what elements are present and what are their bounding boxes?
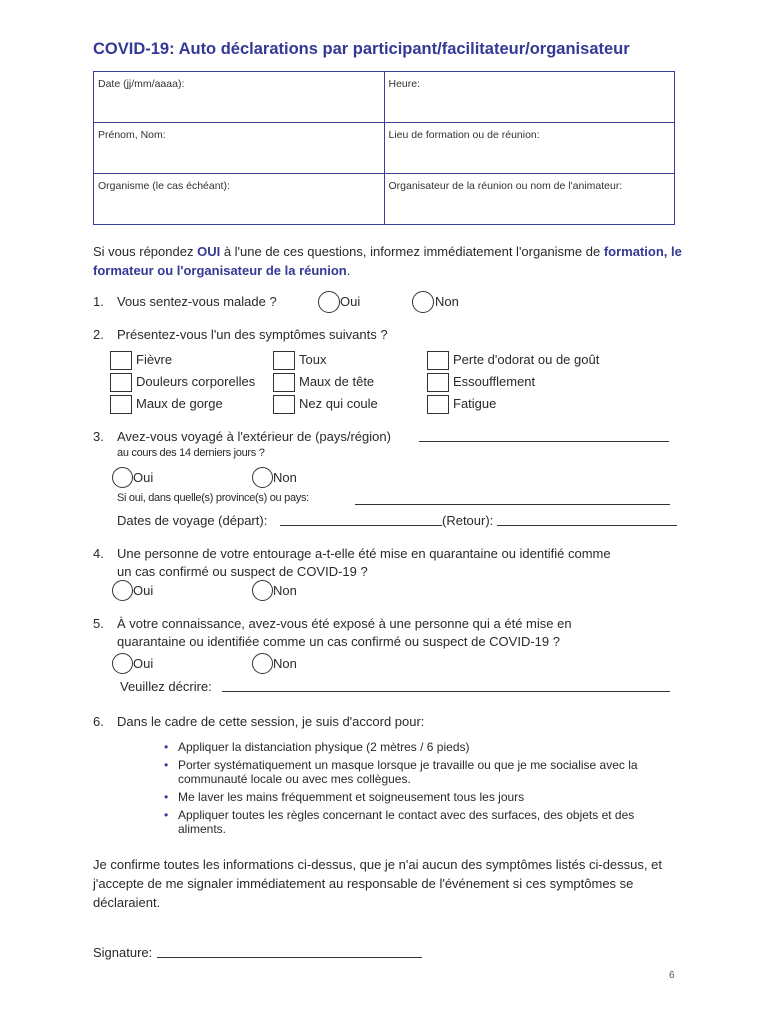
signature-label: Signature: <box>93 945 153 960</box>
date-label: Date (jj/mm/aaaa): <box>98 78 185 90</box>
signature-line[interactable] <box>157 957 422 958</box>
lieu-field[interactable] <box>384 123 675 174</box>
q3-depart-line[interactable] <box>280 525 442 526</box>
heure-label: Heure: <box>388 78 421 90</box>
q3-number: 3. <box>93 429 104 444</box>
q3-sub: au cours des 14 derniers jours ? <box>117 447 265 459</box>
organisateur-field[interactable] <box>384 174 675 225</box>
date-field[interactable] <box>94 72 385 123</box>
gorge-checkbox[interactable] <box>110 395 132 414</box>
q1-oui-label: Oui <box>340 294 361 309</box>
confirmation-text: Je confirme toutes les informations ci-dessus, que je n'ai aucun des symptômes listés ci-dessus, et j'accepte de me signaler immédiatement au responsable de l'événement si ces symptômes se déclaraient. <box>93 857 662 910</box>
q4-non-label: Non <box>273 583 297 598</box>
intro-bold: formation, le formateur ou l'organisateur de la réunion <box>93 244 682 278</box>
q6-bullet: • Appliquer toutes les règles concernant le contact avec des surfaces, des objets et des aliments. <box>164 808 682 836</box>
q5-non-radio[interactable] <box>252 653 273 674</box>
nez-label: Nez qui coule <box>299 396 378 411</box>
q1-non-radio[interactable] <box>412 291 434 313</box>
page-title: COVID-19: Auto déclarations par participant/facilitateur/organisateur <box>93 40 630 58</box>
q6-bullet: • Porter systématiquement un masque lorsque je travaille ou que je me socialise avec la communauté locale ou avec mes collègues. <box>164 758 682 786</box>
odorat-checkbox[interactable] <box>427 351 449 370</box>
q6-bullet-list <box>164 740 682 840</box>
q1-non-label: Non <box>435 294 459 309</box>
q5-line2: quarantaine ou identifiée comme un cas confirmé ou suspect de COVID-19 ? <box>117 634 560 649</box>
douleurs-checkbox[interactable] <box>110 373 132 392</box>
q4-line2: un cas confirmé ou suspect de COVID-19 ? <box>117 564 368 579</box>
odorat-label: Perte d'odorat ou de goût <box>453 352 600 367</box>
intro-oui: OUI <box>197 244 221 259</box>
intro-text <box>93 242 683 280</box>
nez-checkbox[interactable] <box>273 395 295 414</box>
q6-bullet: • Me laver les mains fréquemment et soigneusement tous les jours <box>164 790 682 804</box>
q4-number: 4. <box>93 546 104 561</box>
q5-oui-label: Oui <box>133 656 154 671</box>
q3-non-radio[interactable] <box>252 467 273 488</box>
name-label: Prénom, Nom: <box>98 129 166 141</box>
fievre-label: Fièvre <box>136 352 173 367</box>
fatigue-label: Fatigue <box>453 396 497 411</box>
organisme-label: Organisme (le cas échéant): <box>98 180 230 192</box>
q1-text: Vous sentez-vous malade ? <box>117 294 277 309</box>
q3-oui-radio[interactable] <box>112 467 133 488</box>
heure-field[interactable] <box>384 72 675 123</box>
q3-retour-line[interactable] <box>497 525 677 526</box>
q5-decrire-line[interactable] <box>222 691 670 692</box>
intro-part1: Si vous répondez <box>93 244 198 259</box>
q6-text: Dans le cadre de cette session, je suis d'accord pour: <box>117 714 425 729</box>
intro-end: . <box>346 263 351 278</box>
toux-label: Toux <box>299 352 327 367</box>
q1-number: 1. <box>93 294 104 309</box>
toux-checkbox[interactable] <box>273 351 295 370</box>
q3-text: Avez-vous voyagé à l'extérieur de (pays/région) <box>117 429 391 444</box>
fatigue-checkbox[interactable] <box>427 395 449 414</box>
lieu-label: Lieu de formation ou de réunion: <box>388 129 540 141</box>
q5-number: 5. <box>93 616 104 631</box>
q4-oui-radio[interactable] <box>112 580 133 601</box>
essoufflement-checkbox[interactable] <box>427 373 449 392</box>
q3-oui-label: Oui <box>133 470 154 485</box>
q4-oui-label: Oui <box>133 583 154 598</box>
q2-text: Présentez-vous l'un des symptômes suivants ? <box>117 327 388 342</box>
q6-bullet: • Appliquer la distanciation physique (2 mètres / 6 pieds) <box>164 740 682 754</box>
tete-label: Maux de tête <box>299 374 375 389</box>
name-field[interactable] <box>94 123 385 174</box>
essoufflement-label: Essoufflement <box>453 374 536 389</box>
q3-retour-label: (Retour): <box>442 513 494 528</box>
fievre-checkbox[interactable] <box>110 351 132 370</box>
q5-decrire-label: Veuillez décrire: <box>120 679 212 694</box>
q3-provinces-label: Si oui, dans quelle(s) province(s) ou pays: <box>117 492 309 504</box>
q3-region-line[interactable] <box>419 441 669 442</box>
q5-line1: À votre connaissance, avez-vous été exposé à une personne qui a été mise en <box>117 616 572 631</box>
q4-non-radio[interactable] <box>252 580 273 601</box>
info-table <box>93 71 675 225</box>
q3-non-label: Non <box>273 470 297 485</box>
q6-number: 6. <box>93 714 104 729</box>
q4-line1: Une personne de votre entourage a-t-elle été mise en quarantaine ou identifié comme <box>117 546 611 561</box>
organisateur-label: Organisateur de la réunion ou nom de l'animateur: <box>388 180 623 192</box>
q2-number: 2. <box>93 327 104 342</box>
q5-oui-radio[interactable] <box>112 653 133 674</box>
gorge-label: Maux de gorge <box>136 396 223 411</box>
q1-oui-radio[interactable] <box>318 291 340 313</box>
page-number: 6 <box>669 970 675 981</box>
douleurs-label: Douleurs corporelles <box>136 374 256 389</box>
tete-checkbox[interactable] <box>273 373 295 392</box>
q3-depart-label: Dates de voyage (départ): <box>117 513 268 528</box>
q3-provinces-line[interactable] <box>355 504 670 505</box>
intro-part2: à l'une de ces questions, informez immédiatement l'organisme de <box>220 244 604 259</box>
q5-non-label: Non <box>273 656 297 671</box>
organisme-field[interactable] <box>94 174 385 225</box>
